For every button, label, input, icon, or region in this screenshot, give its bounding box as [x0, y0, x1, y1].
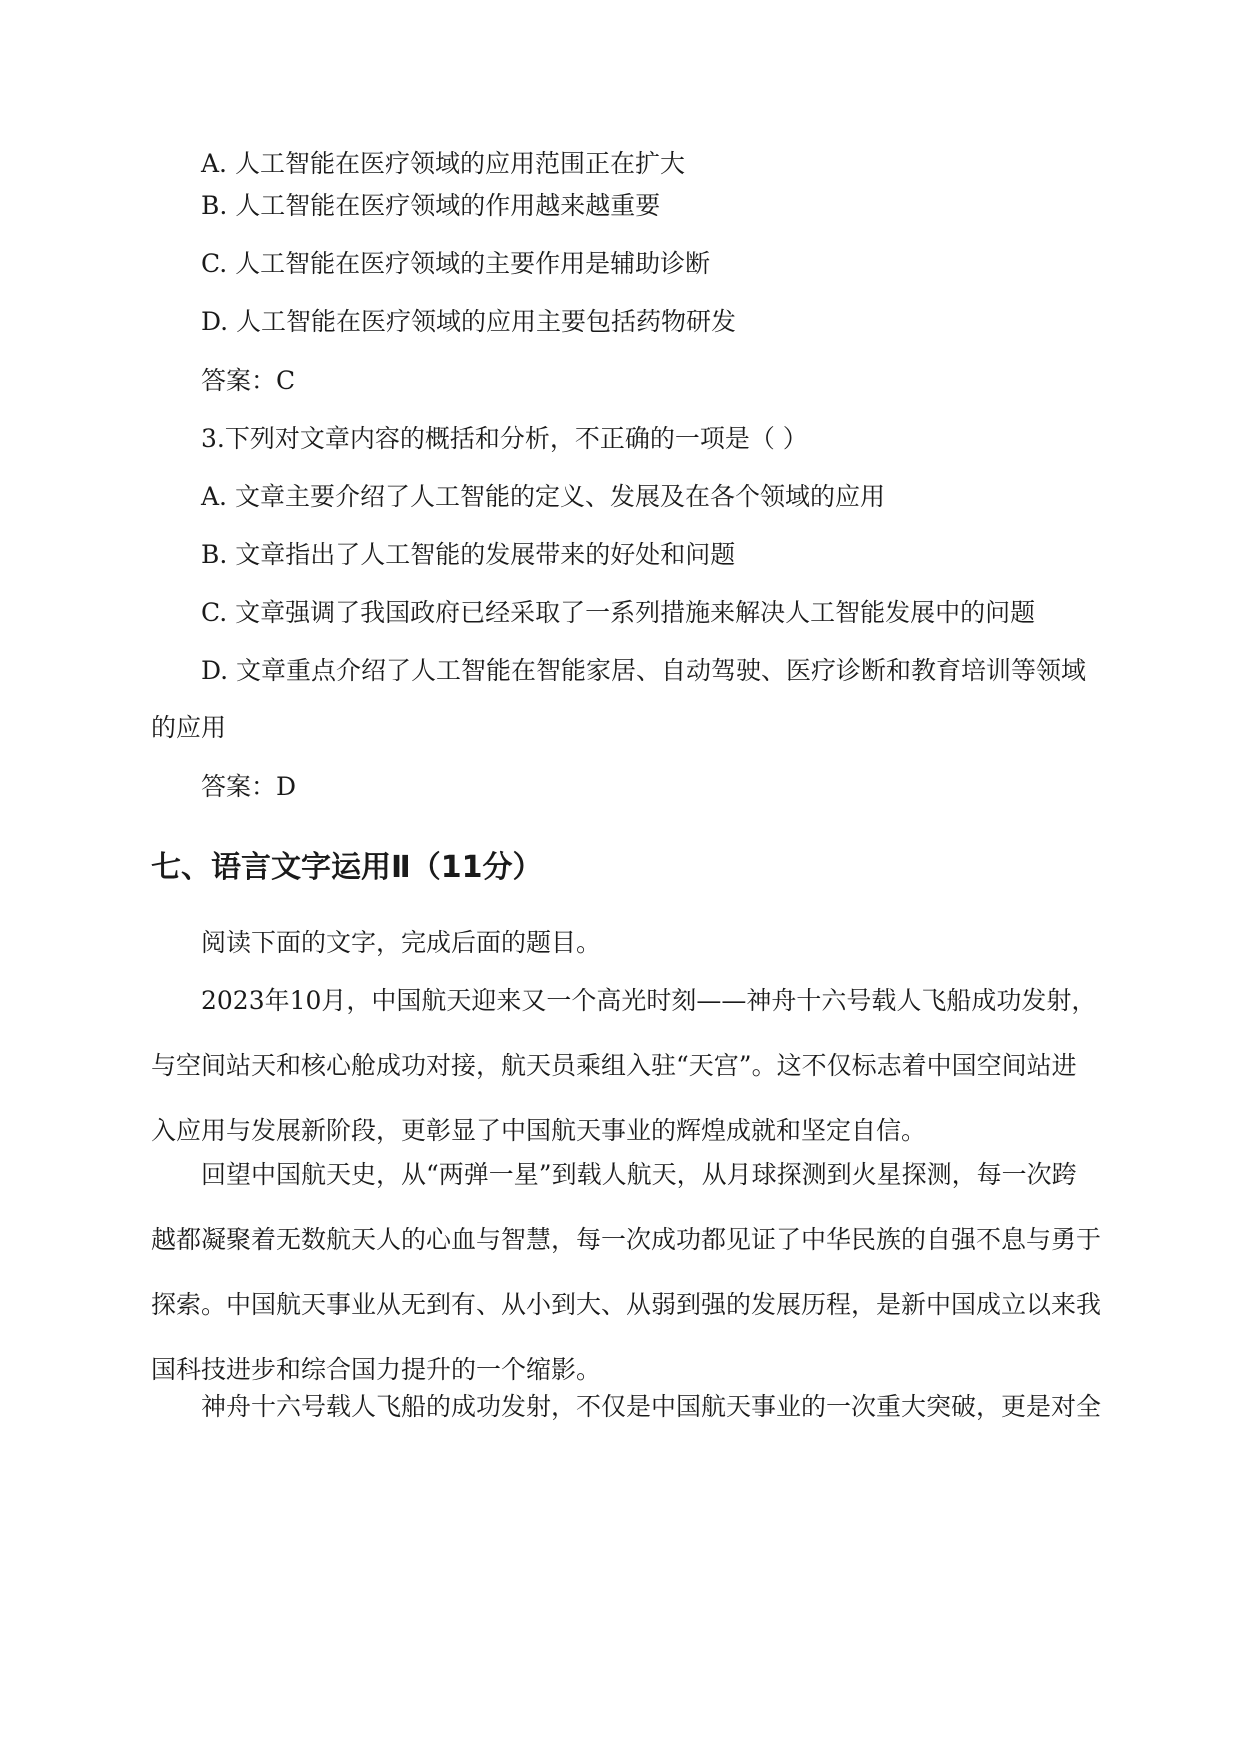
reading-instruction: 阅读下面的文字，完成后面的题目。 — [201, 928, 602, 957]
q3-option-d-continuation: 的应用 — [151, 713, 227, 742]
q3-stem: 3.下列对文章内容的概括和分析，不正确的一项是（ ） — [201, 424, 808, 453]
q2-option-d: D. 人工智能在医疗领域的应用主要包括药物研发 — [201, 307, 737, 336]
paragraph-2-line: 国科技进步和综合国力提升的一个缩影。 — [151, 1355, 602, 1384]
q2-option-c: C. 人工智能在医疗领域的主要作用是辅助诊断 — [201, 249, 711, 278]
paragraph-2 — [151, 1158, 1101, 1418]
paragraph-3 — [151, 1390, 1101, 1455]
paragraph-1-line: 2023年10月，中国航天迎来又一个高光时刻——神舟十六号载人飞船成功发射， — [201, 986, 1097, 1015]
paragraph-1-line: 入应用与发展新阶段，更彰显了中国航天事业的辉煌成就和坚定自信。 — [151, 1116, 927, 1145]
paragraph-2-line: 越都凝聚着无数航天人的心血与智慧，每一次成功都见证了中华民族的自强不息与勇于 — [151, 1225, 1102, 1254]
q2-answer: 答案：C — [201, 366, 296, 395]
q3-option-a: A. 文章主要介绍了人工智能的定义、发展及在各个领域的应用 — [201, 482, 885, 511]
paragraph-1 — [151, 984, 1101, 1179]
q2-option-a: A. 人工智能在医疗领域的应用范围正在扩大 — [201, 149, 685, 178]
q3-option-b: B. 文章指出了人工智能的发展带来的好处和问题 — [201, 540, 736, 569]
q2-option-b: B. 人工智能在医疗领域的作用越来越重要 — [201, 191, 661, 220]
paragraph-1-line: 与空间站天和核心舱成功对接，航天员乘组入驻“天宫”。这不仅标志着中国空间站进 — [151, 1051, 1077, 1080]
q3-option-c: C. 文章强调了我国政府已经采取了一系列措施来解决人工智能发展中的问题 — [201, 598, 1036, 627]
section-heading: 七、语言文字运用Ⅱ（11分） — [151, 850, 543, 885]
paragraph-2-line: 回望中国航天史，从“两弹一星”到载人航天，从月球探测到火星探测，每一次跨 — [201, 1160, 1077, 1189]
paragraph-2-line: 探索。中国航天事业从无到有、从小到大、从弱到强的发展历程，是新中国成立以来我 — [151, 1290, 1102, 1319]
paragraph-3-line: 神舟十六号载人飞船的成功发射，不仅是中国航天事业的一次重大突破，更是对全 — [201, 1392, 1102, 1421]
q3-option-d: D. 文章重点介绍了人工智能在智能家居、自动驾驶、医疗诊断和教育培训等领域 — [201, 656, 1087, 685]
q3-answer: 答案：D — [201, 772, 297, 801]
